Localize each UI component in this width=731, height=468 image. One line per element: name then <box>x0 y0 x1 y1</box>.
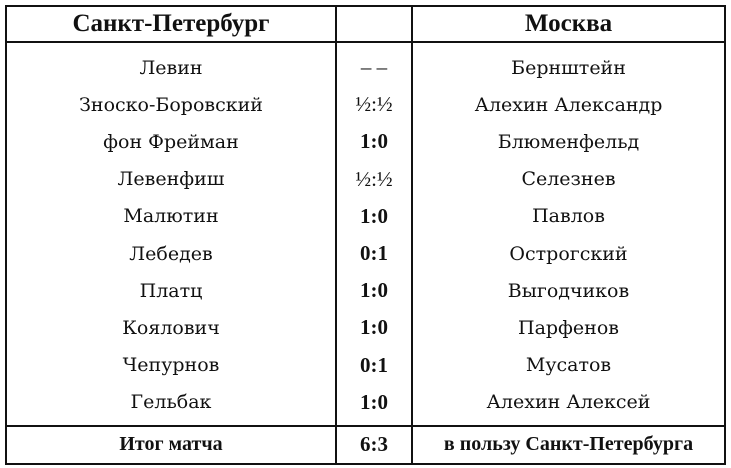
total-result: в пользу Санкт-Петербурга <box>412 426 725 464</box>
player-b: Мусатов <box>412 347 725 384</box>
game-score: 1:0 <box>336 123 412 160</box>
player-b: Алехин Алексей <box>412 384 725 426</box>
game-score: 1:0 <box>336 384 412 426</box>
player-b: Бернштейн <box>412 42 725 86</box>
player-a: Левенфиш <box>6 161 336 198</box>
game-score: 1:0 <box>336 309 412 346</box>
player-b: Алехин Александр <box>412 86 725 123</box>
player-b: Острогский <box>412 235 725 272</box>
game-score: – – <box>336 42 412 86</box>
score-header <box>336 6 412 42</box>
table-row <box>6 161 725 198</box>
player-b: Парфенов <box>412 309 725 346</box>
player-a: фон Фрейман <box>6 123 336 160</box>
table-row <box>6 347 725 384</box>
player-a: Лебедев <box>6 235 336 272</box>
player-a: Платц <box>6 272 336 309</box>
team-a-header: Санкт-Петербург <box>6 6 336 42</box>
player-b: Блюменфельд <box>412 123 725 160</box>
player-b: Селезнев <box>412 161 725 198</box>
player-a: Чепурнов <box>6 347 336 384</box>
total-score: 6:3 <box>336 426 412 464</box>
player-b: Павлов <box>412 198 725 235</box>
table-row <box>6 123 725 160</box>
table-row <box>6 272 725 309</box>
table-row <box>6 86 725 123</box>
player-a: Малютин <box>6 198 336 235</box>
player-a: Зноско-Боровский <box>6 86 336 123</box>
game-score: ½:½ <box>336 86 412 123</box>
player-a: Левин <box>6 42 336 86</box>
game-score: 0:1 <box>336 347 412 384</box>
table-row <box>6 309 725 346</box>
game-score: 1:0 <box>336 198 412 235</box>
table-row <box>6 384 725 426</box>
total-label: Итог матча <box>6 426 336 464</box>
table-row <box>6 42 725 86</box>
game-score: 0:1 <box>336 235 412 272</box>
player-a: Гельбак <box>6 384 336 426</box>
player-b: Выгодчиков <box>412 272 725 309</box>
match-results-table <box>5 5 726 465</box>
player-a: Коялович <box>6 309 336 346</box>
game-score: 1:0 <box>336 272 412 309</box>
team-b-header: Москва <box>412 6 725 42</box>
game-score: ½:½ <box>336 161 412 198</box>
table-row <box>6 235 725 272</box>
header-row <box>6 6 725 42</box>
total-row <box>6 426 725 464</box>
table-row <box>6 198 725 235</box>
